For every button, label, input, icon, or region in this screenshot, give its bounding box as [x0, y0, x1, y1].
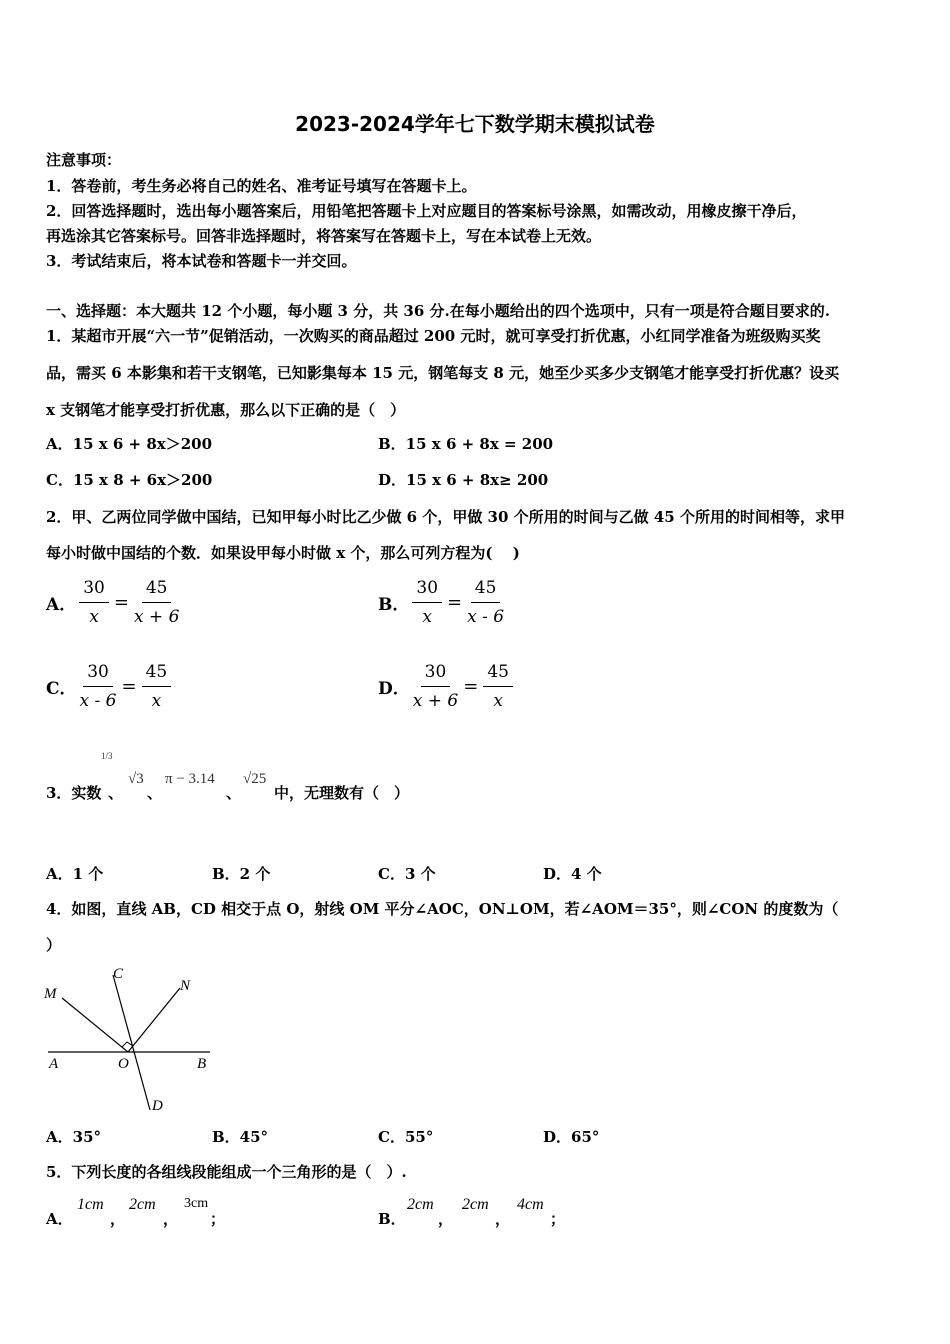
q3-option-d: D．4 个: [543, 865, 602, 883]
length: 4cm: [517, 1196, 544, 1213]
label-o: O: [118, 1056, 129, 1072]
numerator: 30: [79, 578, 109, 603]
equals: =: [447, 592, 463, 613]
q3-fraction: 1/3: [101, 751, 113, 761]
denominator: x: [422, 607, 432, 627]
q1-text: 1．某超市开展“六一节”促销活动，一次购买的商品超过 200 元时，就可享受打折优惠，小红同学准备为班级购买奖: [46, 327, 821, 345]
q3-pi-expression: π − 3.14: [165, 771, 215, 787]
label-d: D: [152, 1098, 163, 1114]
q4-option-a: A．35°: [46, 1128, 102, 1146]
q4-text: ）: [46, 936, 62, 954]
q1-text: x 支钢笔才能享受打折优惠，那么以下正确的是（ ）: [46, 401, 406, 419]
length: 2cm: [462, 1196, 489, 1213]
q3-prefix: 3．实数: [46, 784, 102, 802]
denominator: x: [89, 607, 99, 627]
equals: =: [113, 592, 129, 613]
denominator: x: [493, 691, 503, 711]
page-title: 2023-2024学年七下数学期末模拟试卷: [295, 112, 655, 136]
q5-text: 5．下列长度的各组线段能组成一个三角形的是（ ）.: [46, 1163, 407, 1181]
label-a: A: [49, 1056, 59, 1072]
q4-option-b: B．45°: [212, 1128, 269, 1146]
q1-option-c: C．15 x 8 + 6x＞200: [46, 471, 213, 489]
numerator: 30: [83, 662, 113, 687]
q2-text: 2．甲、乙两位同学做中国结，已知甲每小时比乙少做 6 个，甲做 30 个所用的时间与乙做 45 个所用的时间相等，求甲: [46, 508, 845, 526]
option-label: A．: [46, 595, 77, 615]
equals: =: [121, 676, 137, 697]
semicolon: ；: [550, 1210, 566, 1228]
option-label: B．: [378, 595, 410, 615]
q2-text: 每小时做中国结的个数．如果设甲每小时做 x 个，那么可列方程为( ): [46, 544, 520, 562]
q2-option-c: [46, 662, 174, 711]
comma: ，: [438, 1210, 454, 1228]
q2-option-d: [378, 662, 516, 711]
notice-heading: 注意事项：: [46, 151, 122, 169]
length: 2cm: [407, 1196, 434, 1213]
denominator: x + 6: [412, 691, 459, 711]
q3-sqrt25: √25: [243, 771, 267, 787]
length: 3cm: [184, 1196, 209, 1211]
q3-option-b: B．2 个: [212, 865, 271, 883]
q1-option-a: A．15 x 6 + 8x＞200: [46, 435, 213, 453]
q4-geometry-figure: [40, 960, 220, 1120]
q4-text: 4．如图，直线 AB，CD 相交于点 O，射线 OM 平分∠AOC，ON⊥OM，若∠AOM＝35°，则∠CON 的度数为（: [46, 900, 839, 918]
q1-option-d: D．15 x 6 + 8x≥ 200: [378, 471, 549, 489]
numerator: 45: [142, 662, 172, 687]
denominator: x + 6: [133, 607, 180, 627]
notice-item: 3．考试结束后，将本试卷和答题卡一并交回。: [46, 252, 357, 270]
q3-sqrt3: √3: [128, 771, 144, 787]
comma: ，: [163, 1210, 179, 1228]
denominator: x - 6: [467, 607, 505, 627]
q4-option-c: C．55°: [378, 1128, 434, 1146]
separator: 、: [147, 784, 163, 802]
separator: 、: [108, 784, 124, 802]
label-n: N: [180, 978, 191, 994]
semicolon: ；: [210, 1210, 226, 1228]
q2-option-a: [46, 578, 182, 627]
separator: 、: [226, 784, 242, 802]
label-c: C: [113, 966, 124, 982]
label-b: B: [197, 1056, 207, 1072]
length: 2cm: [129, 1196, 156, 1213]
option-label: C．: [46, 679, 77, 699]
numerator: 45: [483, 662, 513, 687]
comma: ，: [110, 1210, 126, 1228]
numerator: 45: [471, 578, 501, 603]
notice-item: 1．答卷前，考生务必将自己的姓名、准考证号填写在答题卡上。: [46, 177, 477, 195]
notice-item: 2．回答选择题时，选出每小题答案后，用铅笔把答题卡上对应题目的答案标号涂黑，如需改动，用橡皮擦干净后，: [46, 202, 807, 220]
q5-option-b-label: B．: [378, 1210, 406, 1228]
equals: =: [463, 676, 479, 697]
denominator: x - 6: [79, 691, 117, 711]
q1-option-b: B．15 x 6 + 8x = 200: [378, 435, 554, 453]
numerator: 45: [142, 578, 172, 603]
q3-option-c: C．3 个: [378, 865, 436, 883]
q3-suffix: 中，无理数有（ ）: [274, 784, 410, 802]
q5-option-a-label: A．: [46, 1210, 73, 1228]
numerator: 30: [412, 578, 442, 603]
comma: ，: [495, 1210, 511, 1228]
denominator: x: [151, 691, 162, 711]
section-heading: 一、选择题：本大题共 12 个小题，每小题 3 分，共 36 分.在每小题给出的四个选项中，只有一项是符合题目要求的.: [46, 302, 830, 320]
length: 1cm: [77, 1196, 104, 1213]
q1-text: 品，需买 6 本影集和若干支钢笔，已知影集每本 15 元，钢笔每支 8 元，她至少买多少支钢笔才能享受打折优惠？设买: [46, 364, 840, 382]
numerator: 30: [421, 662, 451, 687]
q4-option-d: D．65°: [543, 1128, 600, 1146]
q2-option-b: [378, 578, 507, 627]
notice-item: 再选涂其它答案标号。回答非选择题时，将答案写在答题卡上，写在本试卷上无效。: [46, 227, 602, 245]
label-m: M: [44, 986, 57, 1002]
q3-option-a: A．1 个: [46, 865, 104, 883]
option-label: D．: [378, 679, 410, 699]
